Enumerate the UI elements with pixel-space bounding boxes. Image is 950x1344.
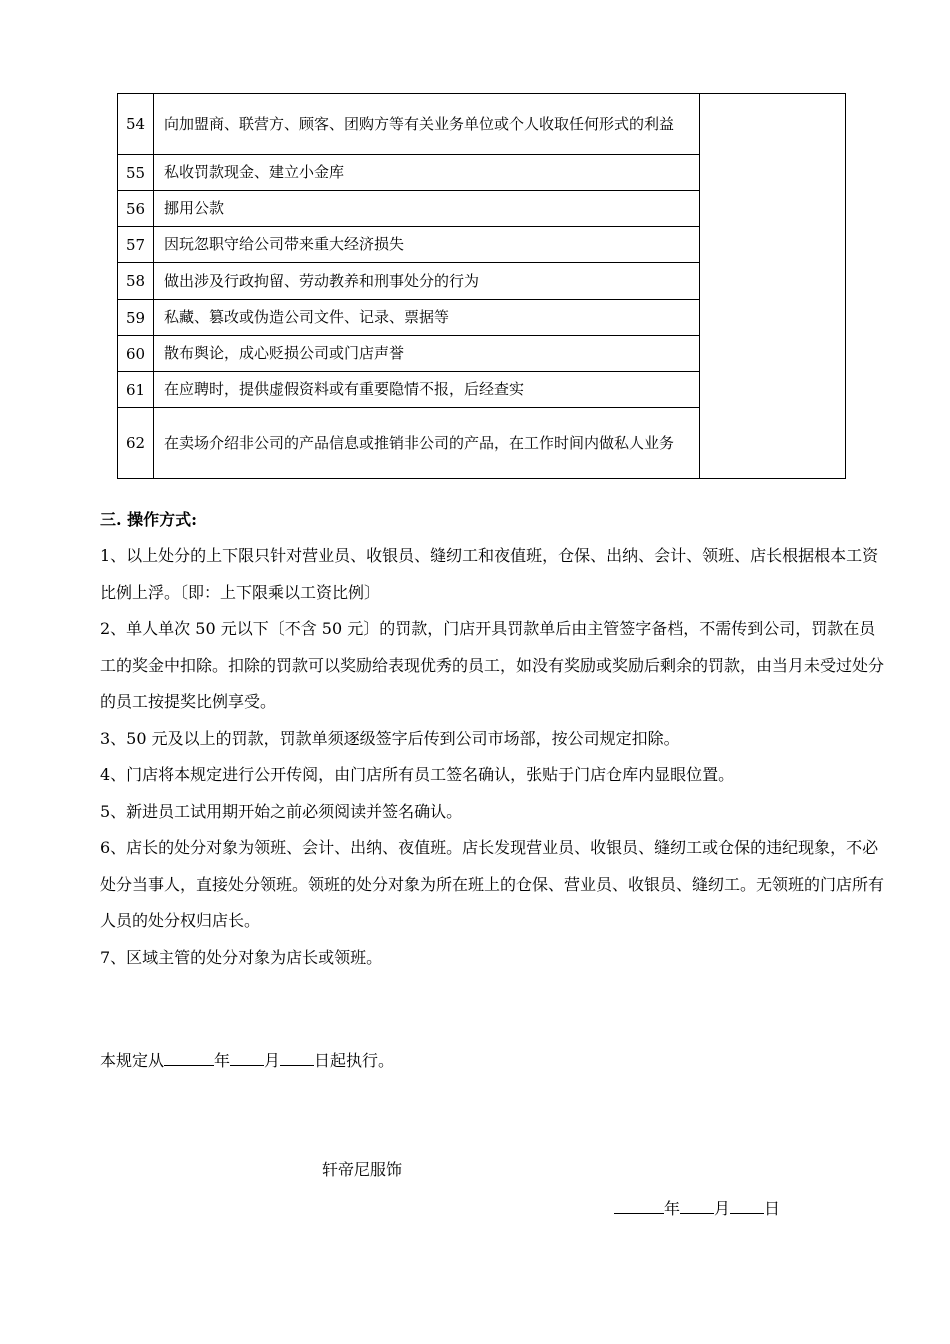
rule-text: 散布舆论，成心贬损公司或门店声誉 [154, 336, 700, 372]
rule-number: 55 [118, 155, 154, 191]
list-item: 3、50 元及以上的罚款，罚款单须逐级签字后传到公司市场部，按公司规定扣除。 [100, 728, 680, 748]
rule-text: 在应聘时，提供虚假资料或有重要隐情不报，后经查实 [154, 372, 700, 408]
month-blank [230, 1047, 264, 1066]
rule-text: 向加盟商、联营方、顾客、团购方等有关业务单位或个人收取任何形式的利益 [154, 94, 700, 155]
year-blank [164, 1047, 214, 1066]
list-item: 7、区域主管的处分对象为店长或领班。 [100, 947, 383, 967]
list-item: 2、单人单次 50 元以下〔不含 50 元〕的罚款，门店开具罚款单后由主管签字备档，不需传到公司，罚款在员工的奖金中扣除。扣除的罚款可以奖励给表现优秀的员工，如没有奖励或奖励后剩余的罚款，由当月未受过处分的员工按提奖比例享受。 [100, 619, 885, 711]
date-year-label: 年 [664, 1199, 681, 1218]
rule-number: 60 [118, 336, 154, 372]
list-item: 1、以上处分的上下限只针对营业员、收银员、缝纫工和夜值班，仓保、出纳、会计、领班、店长根据根本工资比例上浮。〔即：上下限乘以工资比例〕 [100, 546, 879, 602]
date-day-label: 日 [764, 1199, 781, 1218]
rule-number: 56 [118, 191, 154, 227]
date-month-label: 月 [714, 1199, 731, 1218]
company-name: 轩帝尼服饰 [322, 1160, 403, 1179]
signature-date-line [614, 1195, 780, 1221]
effective-suffix: 日起执行。 [314, 1051, 395, 1070]
month-blank [680, 1195, 714, 1214]
rule-text: 私收罚款现金、建立小金库 [154, 155, 700, 191]
rule-text: 在卖场介绍非公司的产品信息或推销非公司的产品，在工作时间内做私人业务 [154, 408, 700, 479]
effective-month-label: 月 [264, 1051, 281, 1070]
day-blank [280, 1047, 314, 1066]
year-blank [614, 1195, 664, 1214]
rule-number: 62 [118, 408, 154, 479]
list-item: 5、新进员工试用期开始之前必须阅读并签名确认。 [100, 801, 463, 821]
section-heading: 三. 操作方式: [100, 510, 198, 529]
effective-date-statement [100, 1047, 394, 1073]
rule-text: 私藏、篡改或伪造公司文件、记录、票据等 [154, 300, 700, 336]
list-item: 4、门店将本规定进行公开传阅，由门店所有员工签名确认，张贴于门店仓库内显眼位置。 [100, 765, 735, 784]
rule-text: 挪用公款 [154, 191, 700, 227]
day-blank [730, 1195, 764, 1214]
rule-number: 61 [118, 372, 154, 408]
effective-prefix: 本规定从 [100, 1051, 165, 1070]
rules-table-body [118, 94, 846, 479]
rule-text: 因玩忽职守给公司带来重大经济损失 [154, 227, 700, 263]
rule-text: 做出涉及行政拘留、劳动教养和刑事处分的行为 [154, 263, 700, 300]
effective-year-label: 年 [214, 1051, 231, 1070]
remarks-cell [700, 94, 846, 479]
rule-number: 54 [118, 94, 154, 155]
penalty-rules-table [117, 93, 846, 479]
rule-number: 58 [118, 263, 154, 300]
list-item: 6、店长的处分对象为领班、会计、出纳、夜值班。店长发现营业员、收银员、缝纫工或仓保的违纪现象，不必处分当事人，直接处分领班。领班的处分对象为所在班上的仓保、营业员、收银员、缝纫工。无领班的门店所有人员的处分权归店长。 [100, 838, 885, 930]
operation-rules-list [100, 538, 890, 976]
rule-number: 57 [118, 227, 154, 263]
table-row [118, 94, 846, 155]
rule-number: 59 [118, 300, 154, 336]
